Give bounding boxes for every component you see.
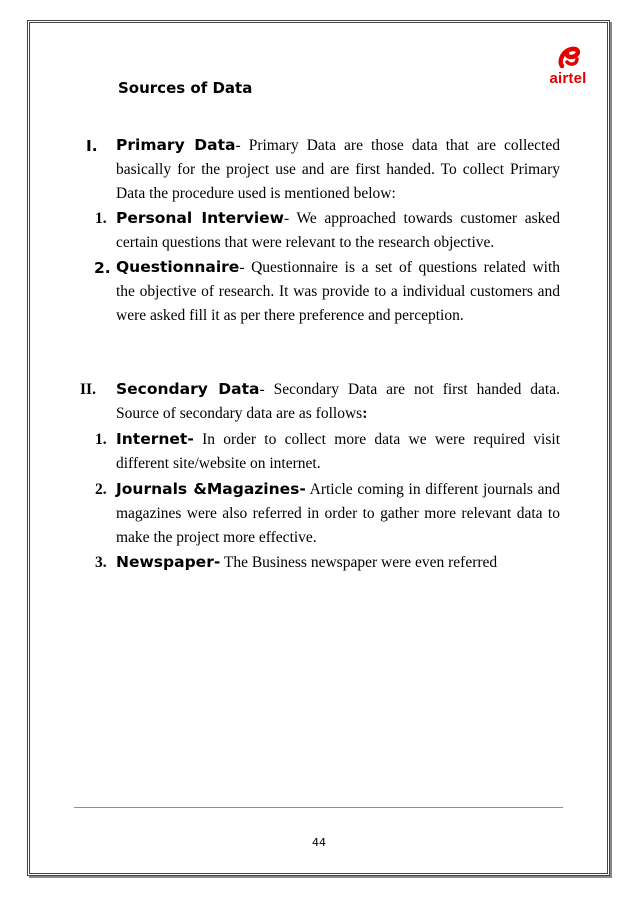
secondary-heading: Secondary Data [116,380,260,398]
secondary-item-2-heading: Journals &Magazines- [116,480,306,498]
primary-text: - Primary Data are those data that are collected basically for the project use and are first handed. To collect Primary Data the procedure used is mentioned below: [116,137,560,202]
secondary-numeral: II. [80,381,96,398]
secondary-item-1 [116,427,560,476]
secondary-item-3 [116,550,560,575]
secondary-item-1-text: In order to collect more data we were required visit different site/website on internet. [116,431,560,472]
secondary-item-2 [116,477,560,550]
secondary-paragraph [116,377,560,426]
primary-item-2 [116,255,560,328]
secondary-item-3-text: The Business newspaper were even referred [220,554,498,571]
primary-item-1-heading: Personal Interview [116,209,284,227]
primary-item-2-heading: Questionnaire [116,258,240,276]
secondary-item-2-number: 2. [95,481,107,498]
primary-heading: Primary Data [116,136,236,154]
secondary-colon: : [362,405,368,422]
primary-item-1-number: 1. [95,210,107,227]
page-number: 44 [312,836,326,849]
secondary-item-3-heading: Newspaper- [116,553,221,571]
secondary-text: - Secondary Data are not first handed data. Source of secondary data are as follows [116,381,560,422]
primary-item-2-number: 2. [94,259,111,277]
primary-paragraph [116,133,560,206]
secondary-item-1-number: 1. [95,431,107,448]
primary-item-1 [116,206,560,255]
primary-numeral: I. [86,137,98,155]
page-title: Sources of Data [118,79,253,97]
primary-item-2-text: - Questionnaire is a set of questions related with the objective of research. It was provide to a individual customers and were asked fill it as per there preference and perception. [116,259,560,324]
secondary-item-3-number: 3. [95,554,107,571]
secondary-item-2-text: Article coming in different journals and magazines were also referred in order to gather more relevant data to make the project more effective. [116,481,560,546]
footer-rule [74,807,563,808]
logo-text: airtel [549,70,587,87]
airtel-logo [540,44,596,92]
secondary-item-1-heading: Internet- [116,430,194,448]
primary-item-1-text: - We approached towards customer asked certain questions that were relevant to the research objective. [116,210,560,251]
